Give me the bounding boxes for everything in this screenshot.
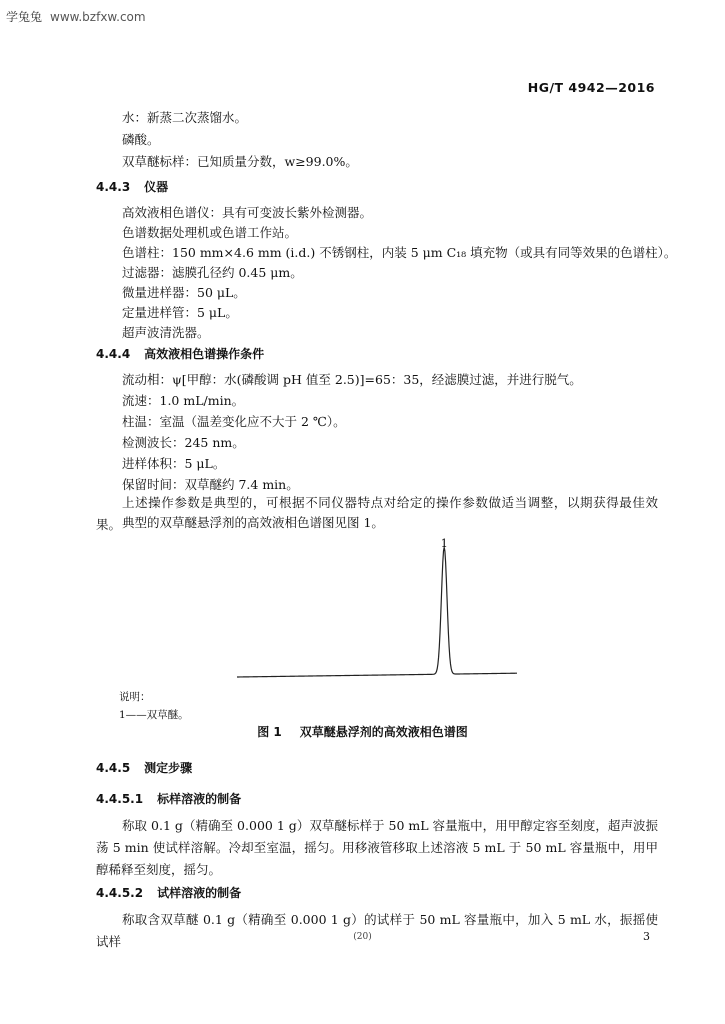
section-title: 高效液相色谱操作条件 (144, 347, 265, 361)
standard-solution-text: 称取 0.1 g（精确至 0.000 1 g）双草醚标样于 50 mL 容量瓶中，用甲醇定容至刻度，超声波振荡 5 min 使试样溶解。冷却至室温，摇匀。用移液管移取上述溶液 5 mL 于 50 mL 容量瓶中，用甲醇稀释至刻度，摇匀。 (96, 818, 658, 877)
chromatogram-trace (237, 547, 517, 677)
condition-item: 进样体积：5 μL。 (122, 456, 226, 471)
instrument-item: 定量进样管：5 μL。 (122, 305, 238, 320)
section-title: 标样溶液的制备 (157, 792, 242, 806)
section-title: 测定步骤 (144, 761, 193, 775)
watermark-site: www.bzfxw.com (50, 10, 146, 24)
reagent-line: 水：新蒸二次蒸馏水。 (122, 110, 248, 125)
footer-mark: (20) (353, 932, 372, 942)
section-heading-4-4-4 (96, 345, 264, 362)
sample-solution-text: 称取含双草醚 0.1 g（精确至 0.000 1 g）的试样于 50 mL 容量瓶中，加入 5 mL 水，振摇使试样 (96, 912, 658, 949)
condition-item: 检测波长：245 nm。 (122, 435, 245, 450)
instrument-item: 色谱柱：150 mm×4.6 mm (i.d.) 不锈钢柱，内装 5 μm C₁₈ 填充物（或具有同等效果的色谱柱）。 (122, 245, 677, 260)
figure-reference: 典型的双草醚悬浮剂的高效液相色谱图见图 1。 (122, 515, 384, 530)
figure-legend-item: 1——双草醚。 (119, 709, 189, 721)
instrument-item: 超声波清洗器。 (122, 325, 210, 340)
watermark (6, 8, 146, 25)
instrument-item: 微量进样器：50 μL。 (122, 285, 246, 300)
section-number: 4.4.4 (96, 347, 131, 361)
figure-caption-text: 双草醚悬浮剂的高效液相色谱图 (299, 725, 468, 739)
instrument-item: 过滤器：滤膜孔径约 0.45 μm。 (122, 265, 303, 280)
figure-caption (0, 723, 725, 740)
operating-note: 上述操作参数是典型的，可根据不同仪器特点对给定的操作参数做适当调整，以期获得最佳效果。 (96, 495, 658, 532)
section-number: 4.4.5.2 (96, 886, 144, 900)
condition-item: 流动相：ψ[甲醇：水(磷酸调 pH 值至 2.5)]=65：35，经滤膜过滤，并进行脱气。 (122, 372, 582, 387)
instrument-item: 色谱数据处理机或色谱工作站。 (122, 225, 298, 240)
condition-item: 流速：1.0 mL/min。 (122, 393, 245, 408)
section-heading-4-4-5-1 (96, 790, 241, 807)
section-number: 4.4.3 (96, 180, 131, 194)
reagent-line: 磷酸。 (122, 132, 160, 147)
watermark-brand: 学兔兔 (6, 10, 43, 24)
section-title: 试样溶液的制备 (157, 886, 242, 900)
chromatogram (232, 536, 522, 686)
condition-item: 保留时间：双草醚约 7.4 min。 (122, 477, 299, 492)
peak-label: 1 (440, 537, 448, 550)
instrument-item: 高效液相色谱仪：具有可变波长紫外检测器。 (122, 205, 373, 220)
page-number: 3 (643, 930, 650, 943)
figure-number: 图 1 (257, 725, 282, 739)
figure-legend-title: 说明： (119, 691, 151, 703)
section-heading-4-4-5-2 (96, 884, 241, 901)
standard-code: HG/T 4942—2016 (527, 80, 655, 95)
section-heading-4-4-5 (96, 759, 192, 776)
reagent-line: 双草醚标样：已知质量分数，w≥99.0%。 (122, 154, 358, 169)
condition-item: 柱温：室温（温差变化应不大于 2 ℃）。 (122, 414, 346, 429)
section-number: 4.4.5.1 (96, 792, 144, 806)
section-number: 4.4.5 (96, 761, 131, 775)
section-heading-4-4-3 (96, 178, 168, 195)
section-title: 仪器 (144, 180, 169, 194)
